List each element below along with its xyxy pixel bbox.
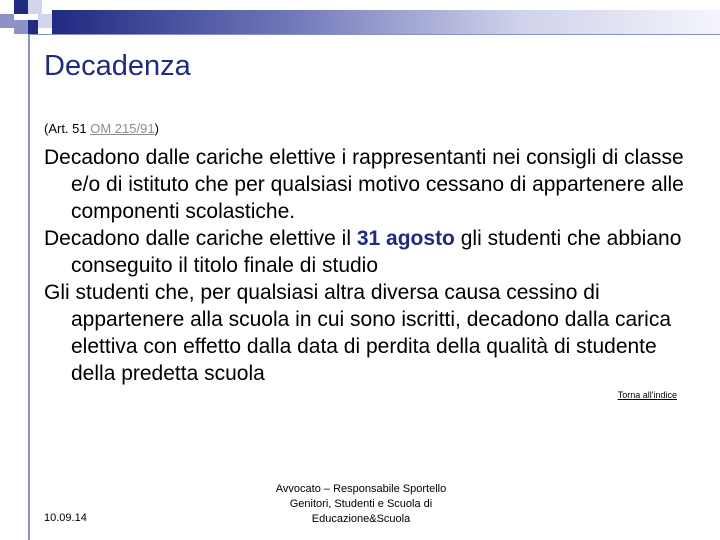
slide-title: Decadenza (44, 50, 191, 82)
footer-line: Educazione&Scuola (311, 513, 411, 525)
footer-author (250, 482, 472, 527)
decor-square (0, 14, 14, 28)
header-band (52, 10, 720, 34)
body-paragraph: Gli studenti che, per qualsiasi altra diversa causa cessino di appartenere alla scuola in cui sono iscritti, decadono dalla carica elettiva con effetto dalla data di perdita della qualità di studente della predetta scuola (44, 281, 672, 385)
decor-square (28, 20, 38, 34)
slide-body (44, 144, 684, 387)
decor-horizontal-line (28, 34, 720, 35)
reference-suffix: ) (154, 121, 159, 136)
reference-link[interactable]: OM 215/91 (90, 121, 155, 136)
paragraph-text: Decadono dalle cariche elettive il (44, 227, 357, 250)
body-paragraph (44, 225, 684, 279)
decor-square (14, 20, 28, 34)
footer-date: 10.09.14 (44, 512, 87, 524)
decor-square (28, 0, 42, 14)
body-paragraph: Decadono dalle cariche elettive i rappresentanti nei consigli di classe e/o di istituto che per qualsiasi motivo cessano di appartenere alle componenti scolastiche. (44, 146, 684, 223)
footer-line: Avvocato – Responsabile Sportello (275, 483, 447, 495)
decor-square (14, 0, 28, 14)
highlight-date: 31 agosto (356, 227, 455, 250)
back-to-index-link[interactable]: Torna all'indice (617, 390, 677, 400)
decor-vertical-line (28, 34, 30, 540)
footer-line: Genitori, Studenti e Scuola di (289, 498, 433, 510)
paragraph-text: gli studenti che abbiano conseguito il titolo finale di studio (71, 227, 682, 277)
legal-reference (44, 121, 159, 136)
decor-square (38, 14, 52, 28)
reference-prefix: (Art. 51 (44, 121, 91, 136)
